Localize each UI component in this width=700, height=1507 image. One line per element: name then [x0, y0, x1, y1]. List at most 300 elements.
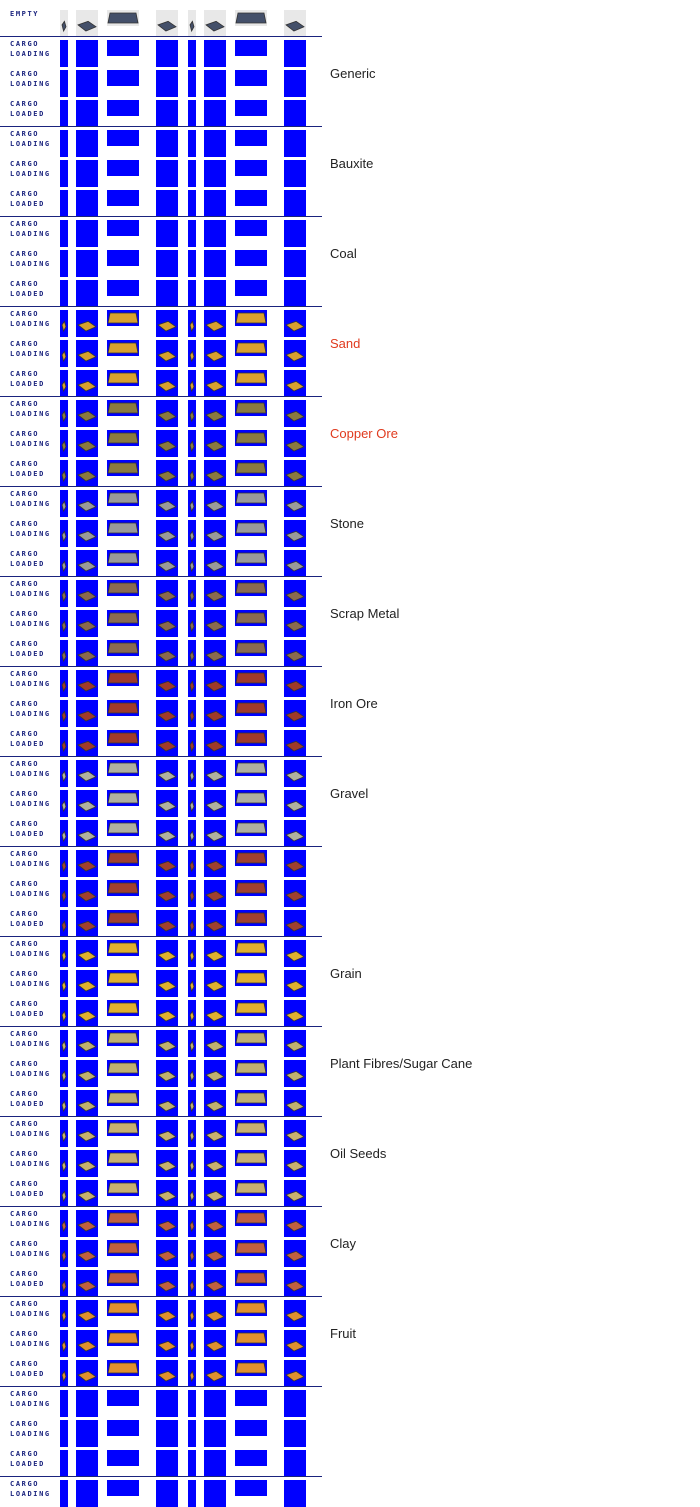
wagon-sprite [107, 1090, 139, 1106]
wagon-sprite [107, 460, 139, 476]
row-label [10, 69, 56, 89]
cargo-sprite-icon [76, 340, 98, 367]
wagon-sprite [76, 460, 98, 487]
wagon-sprite [76, 670, 98, 697]
wagon-sprite [188, 130, 196, 157]
wagon-sprite [60, 730, 68, 757]
wagon-sprite [235, 100, 267, 116]
sprite-row [0, 1057, 322, 1087]
cargo-sprite-icon [60, 970, 68, 997]
cargo-sprite-icon [76, 1150, 98, 1177]
row-label-line: CARGO [10, 340, 40, 348]
wagon-sprite [235, 640, 267, 656]
wagon-sprite [156, 1450, 178, 1477]
wagon-sprite [188, 1360, 196, 1387]
cargo-sprite-icon [107, 580, 139, 596]
wagon-sprite [284, 550, 306, 577]
row-label [10, 1029, 56, 1049]
cargo-sprite-icon [156, 580, 178, 607]
row-label-line: CARGO [10, 40, 40, 48]
cargo-sprite-icon [156, 10, 178, 37]
wagon-sprite [60, 880, 68, 907]
row-label-line: CARGO [10, 1450, 40, 1458]
row-label-line: CARGO [10, 100, 40, 108]
cargo-sprite-icon [188, 610, 196, 637]
wagon-sprite [60, 130, 68, 157]
wagon-sprite [60, 1090, 68, 1117]
row-label [10, 369, 56, 389]
category-label: Stone [330, 516, 364, 531]
wagon-sprite [284, 310, 306, 337]
wagon-sprite [235, 1240, 267, 1256]
wagon-sprite [107, 790, 139, 806]
group-divider [0, 1296, 322, 1297]
wagon-sprite [76, 1060, 98, 1087]
cargo-sprite-icon [76, 610, 98, 637]
cargo-sprite-icon [60, 1210, 68, 1237]
cargo-sprite-icon [188, 10, 196, 37]
cargo-sprite-icon [188, 520, 196, 547]
wagon-sprite [204, 430, 226, 457]
cargo-sprite-icon [235, 940, 267, 956]
cargo-sprite-icon [76, 820, 98, 847]
wagon-sprite [107, 340, 139, 356]
wagon-sprite [235, 1090, 267, 1106]
wagon-sprite [188, 490, 196, 517]
wagon-sprite [76, 280, 98, 307]
wagon-sprite [156, 760, 178, 787]
group-divider [0, 306, 322, 307]
cargo-sprite-icon [76, 460, 98, 487]
wagon-sprite [235, 1120, 267, 1136]
cargo-sprite-icon [204, 880, 226, 907]
sprite-row [0, 367, 322, 397]
row-label-line: CARGO [10, 460, 40, 468]
cargo-sprite-icon [235, 1240, 267, 1256]
cargo-sprite-icon [76, 10, 98, 37]
wagon-sprite [204, 250, 226, 277]
wagon-sprite [156, 130, 178, 157]
row-label-line: CARGO [10, 1270, 40, 1278]
wagon-sprite [76, 1210, 98, 1237]
wagon-sprite [188, 190, 196, 217]
cargo-sprite-icon [188, 490, 196, 517]
wagon-sprite [60, 190, 68, 217]
cargo-sprite-icon [107, 460, 139, 476]
cargo-sprite-icon [60, 1060, 68, 1087]
wagon-sprite [284, 1060, 306, 1087]
wagon-sprite [156, 520, 178, 547]
row-label-line: CARGO [10, 1000, 40, 1008]
cargo-sprite-icon [235, 550, 267, 566]
row-label-line: LOADING [10, 500, 51, 508]
cargo-sprite-icon [60, 1150, 68, 1177]
wagon-sprite [60, 1300, 68, 1327]
wagon-sprite [204, 1300, 226, 1327]
sprite-row [0, 187, 322, 217]
cargo-sprite-icon [284, 1330, 306, 1357]
cargo-sprite-icon [204, 820, 226, 847]
cargo-sprite-icon [156, 490, 178, 517]
wagon-sprite [60, 1330, 68, 1357]
sprite-row [0, 727, 322, 757]
wagon-sprite [76, 1300, 98, 1327]
cargo-sprite-icon [204, 760, 226, 787]
sprite-row [0, 667, 322, 697]
wagon-sprite [107, 1390, 139, 1406]
wagon-sprite [76, 400, 98, 427]
row-label [10, 849, 56, 869]
wagon-sprite [235, 10, 267, 26]
wagon-sprite [107, 1300, 139, 1316]
cargo-sprite-icon [284, 970, 306, 997]
row-label [10, 699, 56, 719]
wagon-sprite [204, 1210, 226, 1237]
row-label-line: CARGO [10, 250, 40, 258]
wagon-sprite [235, 670, 267, 686]
cargo-sprite-icon [284, 790, 306, 817]
cargo-sprite-icon [284, 1180, 306, 1207]
wagon-sprite [235, 1330, 267, 1346]
cargo-sprite-icon [204, 940, 226, 967]
cargo-sprite-icon [188, 760, 196, 787]
wagon-sprite [188, 610, 196, 637]
wagon-sprite [235, 190, 267, 206]
row-label-line: CARGO [10, 1060, 40, 1068]
wagon-sprite [188, 70, 196, 97]
row-label-line: LOADING [10, 230, 51, 238]
cargo-sprite-icon [76, 1090, 98, 1117]
category-label: Sand [330, 336, 361, 351]
cargo-sprite-icon [204, 1330, 226, 1357]
wagon-sprite [188, 820, 196, 847]
sprite-row [0, 487, 322, 517]
wagon-sprite [60, 280, 68, 307]
cargo-sprite-icon [156, 1090, 178, 1117]
wagon-sprite [235, 1300, 267, 1316]
row-label-line: CARGO [10, 850, 40, 858]
wagon-sprite [156, 640, 178, 667]
wagon-sprite [188, 910, 196, 937]
row-label [10, 579, 56, 599]
wagon-sprite [204, 610, 226, 637]
cargo-sprite-icon [284, 430, 306, 457]
cargo-sprite-icon [107, 1150, 139, 1166]
wagon-sprite [284, 70, 306, 97]
wagon-sprite [76, 430, 98, 457]
wagon-sprite [107, 970, 139, 986]
cargo-sprite-icon [284, 520, 306, 547]
wagon-sprite [235, 490, 267, 506]
wagon-sprite [107, 1180, 139, 1196]
wagon-sprite [156, 1180, 178, 1207]
sprite-row [0, 877, 322, 907]
cargo-sprite-icon [284, 640, 306, 667]
wagon-sprite [235, 1390, 267, 1406]
wagon-sprite [156, 1120, 178, 1147]
wagon-sprite [204, 70, 226, 97]
cargo-sprite-icon [188, 1330, 196, 1357]
wagon-sprite [235, 730, 267, 746]
row-label-line: LOADING [10, 950, 51, 958]
cargo-sprite-icon [188, 940, 196, 967]
wagon-sprite [60, 610, 68, 637]
group-divider [0, 1476, 322, 1477]
cargo-sprite-icon [76, 970, 98, 997]
wagon-sprite [107, 100, 139, 116]
wagon-sprite [235, 880, 267, 896]
wagon-sprite [60, 310, 68, 337]
wagon-sprite [188, 880, 196, 907]
wagon-sprite [284, 1390, 306, 1417]
cargo-sprite-icon [76, 490, 98, 517]
wagon-sprite [156, 1240, 178, 1267]
sprite-row [0, 1267, 322, 1297]
row-label-line: LOADING [10, 1310, 51, 1318]
wagon-sprite [188, 10, 196, 37]
wagon-sprite [188, 1030, 196, 1057]
cargo-sprite-icon [204, 1120, 226, 1147]
wagon-sprite [284, 1000, 306, 1027]
wagon-sprite [188, 1330, 196, 1357]
category-label: Plant Fibres/Sugar Cane [330, 1056, 473, 1071]
cargo-sprite-icon [60, 10, 68, 37]
wagon-sprite [60, 490, 68, 517]
wagon-sprite [156, 280, 178, 307]
wagon-sprite [156, 1210, 178, 1237]
cargo-sprite-icon [156, 400, 178, 427]
wagon-sprite [156, 700, 178, 727]
row-label-line: LOADING [10, 1040, 51, 1048]
row-label-line: LOADING [10, 1250, 51, 1258]
cargo-sprite-icon [107, 370, 139, 386]
wagon-sprite [235, 250, 267, 266]
row-label-line: CARGO [10, 1240, 40, 1248]
wagon-sprite [60, 820, 68, 847]
cargo-sprite-icon [156, 700, 178, 727]
wagon-sprite [107, 1360, 139, 1376]
cargo-sprite-icon [188, 1210, 196, 1237]
wagon-sprite [107, 70, 139, 86]
cargo-sprite-icon [235, 790, 267, 806]
row-label [10, 1329, 56, 1349]
cargo-sprite-icon [284, 10, 306, 37]
cargo-sprite-icon [156, 730, 178, 757]
wagon-sprite [76, 1360, 98, 1387]
row-label-line: CARGO [10, 280, 40, 288]
wagon-sprite [204, 1240, 226, 1267]
wagon-sprite [284, 490, 306, 517]
wagon-sprite [156, 460, 178, 487]
wagon-sprite [204, 40, 226, 67]
row-label-line: CARGO [10, 1420, 40, 1428]
cargo-sprite-icon [188, 1150, 196, 1177]
cargo-sprite-icon [235, 1270, 267, 1286]
wagon-sprite [107, 580, 139, 596]
cargo-sprite-icon [156, 1300, 178, 1327]
row-label [10, 1149, 56, 1169]
wagon-sprite [235, 700, 267, 716]
wagon-sprite [76, 850, 98, 877]
wagon-sprite [284, 1210, 306, 1237]
wagon-sprite [235, 1060, 267, 1076]
wagon-sprite [107, 640, 139, 656]
wagon-sprite [107, 400, 139, 416]
cargo-sprite-icon [284, 310, 306, 337]
wagon-sprite [284, 1030, 306, 1057]
row-label [10, 1419, 56, 1439]
wagon-sprite [284, 400, 306, 427]
row-label [10, 429, 56, 449]
cargo-sprite-icon [188, 580, 196, 607]
cargo-sprite-icon [204, 430, 226, 457]
cargo-sprite-icon [156, 1060, 178, 1087]
wagon-sprite [156, 70, 178, 97]
cargo-sprite-icon [204, 490, 226, 517]
wagon-sprite [156, 580, 178, 607]
row-label [10, 339, 56, 359]
wagon-sprite [107, 1270, 139, 1286]
wagon-sprite [235, 850, 267, 866]
wagon-sprite [156, 970, 178, 997]
sprite-row [0, 307, 322, 337]
wagon-sprite [188, 940, 196, 967]
wagon-sprite [156, 670, 178, 697]
cargo-sprite-icon [204, 1210, 226, 1237]
cargo-sprite-icon [204, 10, 226, 37]
cargo-sprite-icon [284, 730, 306, 757]
row-label [10, 399, 56, 419]
cargo-sprite-icon [188, 1300, 196, 1327]
cargo-sprite-icon [107, 760, 139, 776]
cargo-sprite-icon [156, 1360, 178, 1387]
cargo-sprite-icon [107, 970, 139, 986]
row-label-line: CARGO [10, 820, 40, 828]
wagon-sprite [76, 160, 98, 187]
wagon-sprite [284, 610, 306, 637]
sprite-row [0, 457, 322, 487]
row-label-line: LOADING [10, 1130, 51, 1138]
row-label-line: LOADED [10, 920, 45, 928]
group-divider [0, 216, 322, 217]
wagon-sprite [60, 520, 68, 547]
cargo-sprite-icon [107, 1240, 139, 1256]
wagon-sprite [188, 160, 196, 187]
wagon-sprite [156, 160, 178, 187]
cargo-sprite-icon [76, 730, 98, 757]
row-label [10, 39, 56, 59]
row-label [10, 1389, 56, 1409]
wagon-sprite [156, 1000, 178, 1027]
row-label [10, 609, 56, 629]
row-label-line: LOADING [10, 980, 51, 988]
cargo-sprite-icon [188, 340, 196, 367]
cargo-sprite-icon [156, 1240, 178, 1267]
wagon-sprite [107, 550, 139, 566]
wagon-sprite [235, 820, 267, 836]
row-label [10, 549, 56, 569]
cargo-sprite-icon [284, 670, 306, 697]
cargo-sprite-icon [156, 340, 178, 367]
row-label [10, 309, 56, 329]
row-label [10, 249, 56, 269]
cargo-sprite-icon [188, 880, 196, 907]
row-label-line: CARGO [10, 610, 40, 618]
sprite-row [0, 1177, 322, 1207]
cargo-sprite-icon [156, 430, 178, 457]
wagon-sprite [204, 1090, 226, 1117]
cargo-sprite-icon [188, 1240, 196, 1267]
row-label [10, 729, 56, 749]
wagon-sprite [76, 610, 98, 637]
cargo-sprite-icon [60, 370, 68, 397]
cargo-sprite-icon [204, 400, 226, 427]
wagon-sprite [60, 760, 68, 787]
wagon-sprite [284, 1270, 306, 1297]
sprite-row [0, 97, 322, 127]
cargo-sprite-icon [204, 1180, 226, 1207]
row-label-line: CARGO [10, 910, 40, 918]
cargo-sprite-icon [284, 610, 306, 637]
row-label [10, 1239, 56, 1259]
cargo-sprite-icon [156, 820, 178, 847]
row-label-line: CARGO [10, 310, 40, 318]
wagon-sprite [188, 1390, 196, 1417]
cargo-sprite-icon [235, 610, 267, 626]
wagon-sprite [188, 400, 196, 427]
wagon-sprite [284, 460, 306, 487]
cargo-sprite-icon [284, 490, 306, 517]
cargo-sprite-icon [76, 1060, 98, 1087]
wagon-sprite [284, 250, 306, 277]
cargo-sprite-icon [76, 1240, 98, 1267]
wagon-sprite [204, 760, 226, 787]
wagon-sprite [156, 370, 178, 397]
category-label: Clay [330, 1236, 357, 1251]
cargo-sprite-icon [156, 520, 178, 547]
wagon-sprite [284, 280, 306, 307]
row-label-line: CARGO [10, 880, 40, 888]
cargo-sprite-icon [60, 1330, 68, 1357]
wagon-sprite [76, 970, 98, 997]
wagon-sprite [107, 1060, 139, 1076]
sprite-row [0, 1087, 322, 1117]
cargo-sprite-icon [204, 460, 226, 487]
wagon-sprite [188, 1420, 196, 1447]
wagon-sprite [188, 970, 196, 997]
wagon-sprite [156, 1420, 178, 1447]
wagon-sprite [76, 1420, 98, 1447]
sprite-row [0, 1117, 322, 1147]
cargo-sprite-icon [107, 790, 139, 806]
wagon-sprite [76, 700, 98, 727]
row-label [10, 819, 56, 839]
cargo-sprite-icon [60, 1240, 68, 1267]
row-label-line: LOADED [10, 1370, 45, 1378]
row-label-line: LOADING [10, 710, 51, 718]
cargo-sprite-icon [60, 910, 68, 937]
row-label-line: LOADED [10, 1460, 45, 1468]
wagon-sprite [156, 1060, 178, 1087]
wagon-sprite [60, 10, 68, 37]
group-divider [0, 396, 322, 397]
wagon-sprite [156, 1300, 178, 1327]
cargo-sprite-icon [235, 1180, 267, 1196]
wagon-sprite [284, 580, 306, 607]
wagon-sprite [284, 970, 306, 997]
wagon-sprite [60, 1270, 68, 1297]
cargo-sprite-icon [60, 1030, 68, 1057]
